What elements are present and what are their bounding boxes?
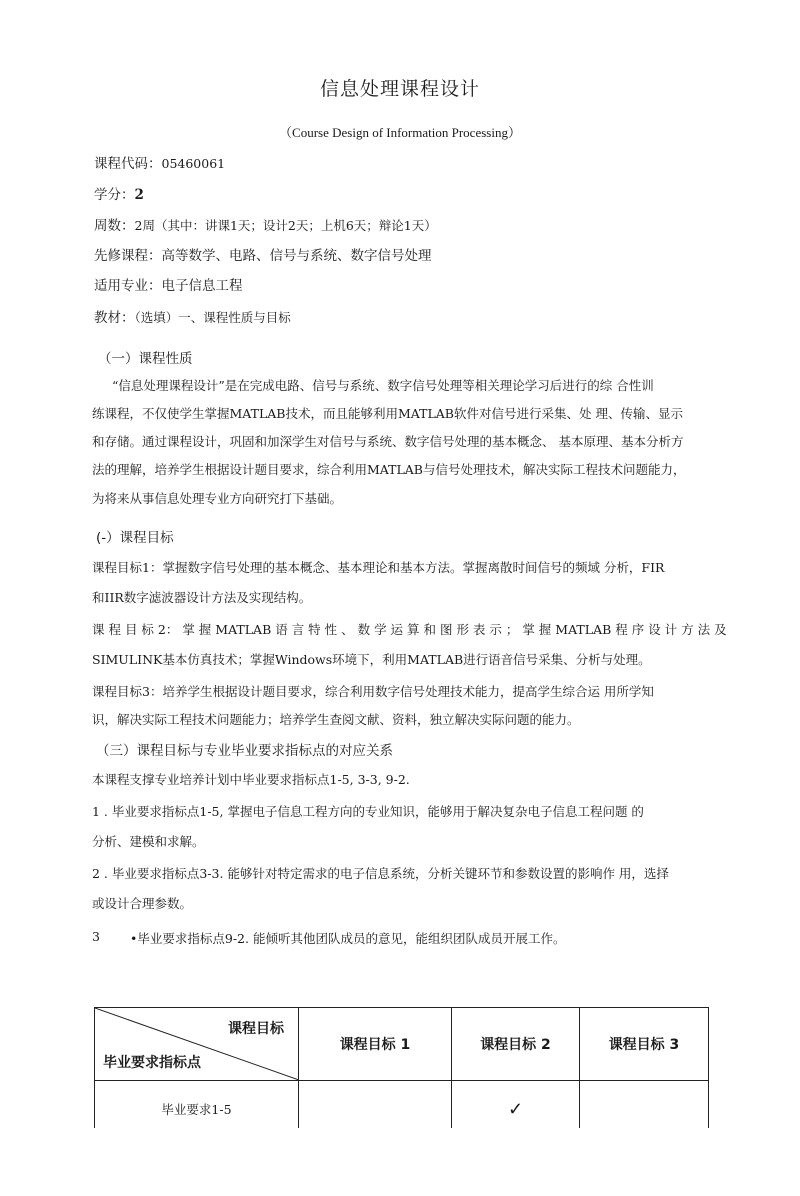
major-label: 适用专业： — [94, 278, 162, 294]
credit-label: 学分： — [94, 187, 135, 203]
cell-goal-2-check: ✓ — [452, 1081, 580, 1138]
paragraph-line: 法的理解，培养学生根据设计题目要求，综合利用MATLAB与信号处理技术，解决实际工程技术问题能力， — [92, 462, 686, 477]
table-corner-cell — [95, 1008, 299, 1081]
mapping-table — [94, 1007, 709, 1138]
requirement-item-3: •毕业要求指标点9-2. 能倾听其他团队成员的意见，能组织团队成员开展工作。 — [130, 931, 566, 946]
course-code-value: 05460061 — [161, 156, 226, 171]
paragraph-line: 和存储。通过课程设计，巩固和加深学生对信号与系统、数字信号处理的基本概念、 基本原理、基本分析方 — [92, 434, 684, 449]
major-value: 电子信息工程 — [161, 278, 243, 294]
page-subtitle: （Course Design of Information Processing） — [279, 125, 521, 140]
paragraph-line: “信息处理课程设计”是在完成电路、信号与系统、数字信号处理等相关理论学习后进行的综 合性训 — [112, 378, 654, 393]
weeks-label: 周数： — [94, 218, 135, 234]
prerequisite-value: 高等数学、电路、信号与系统、数字信号处理 — [161, 248, 432, 264]
textbook-label: 教材： — [94, 310, 135, 326]
corner-label-goals: 课程目标 — [228, 1021, 284, 1037]
paragraph-line: 练课程，不仅使学生掌握MATLAB技术，而且能够利用MATLAB软件对信号进行采集、处 理、传输、显示 — [92, 406, 683, 421]
prerequisite-label: 先修课程： — [94, 248, 162, 264]
goal2-line: 课 程 目 标 2： 掌 握 MATLAB 语 言 特 性 、 数 学 运 算 和 图 形 表 示 ； 掌 握 MATLAB 程 序 设 计 方 法 及 — [92, 622, 727, 637]
goal3-line: 课程目标3：培养学生根据设计题目要求，综合利用数字信号处理技术能力，提高学生综合运 用所学知 — [92, 684, 654, 699]
column-header-goal-1: 课程目标 1 — [299, 1008, 452, 1081]
paragraph-line: 为将来从事信息处理专业方向研究打下基础。 — [92, 491, 343, 506]
textbook-value: （选填）一、课程性质与目标 — [134, 310, 291, 325]
course-code-line — [94, 152, 225, 172]
row-label: 毕业要求1-5 — [95, 1081, 299, 1138]
requirement-item-1-cont: 分析、建模和求解。 — [92, 834, 205, 849]
credit-line — [94, 183, 144, 203]
textbook-line — [94, 306, 291, 326]
page-cutoff — [0, 1128, 800, 1196]
credit-value: 2 — [134, 187, 144, 203]
requirement-item-2: 2 . 毕业要求指标点3-3. 能够针对特定需求的电子信息系统，分析关键环节和参数设置的影响作 用，选择 — [92, 866, 669, 881]
requirement-item-2-cont: 或设计合理参数。 — [92, 896, 193, 911]
goal3-line: 识，解决实际工程技术问题能力；培养学生查阅文献、资料，独立解决实际问题的能力。 — [92, 712, 580, 727]
goal1-line: 和IIR数字滤波器设计方法及实现结构。 — [92, 590, 312, 605]
requirement-item-3-number: 3 — [92, 929, 100, 944]
corner-label-requirements: 毕业要求指标点 — [103, 1055, 201, 1071]
major-line — [94, 274, 243, 294]
requirement-item-1: 1 . 毕业要求指标点1-5, 掌握电子信息工程方向的专业知识，能够用于解决复杂电子信息工程问题 的 — [92, 804, 644, 819]
mapping-intro: 本课程支撑专业培养计划中毕业要求指标点1-5, 3-3, 9-2. — [92, 772, 410, 787]
weeks-line — [94, 214, 437, 234]
prerequisite-line — [94, 244, 432, 264]
page-title: 信息处理课程设计 — [319, 78, 480, 100]
section-heading-goals: (-）课程目标 — [96, 530, 174, 546]
column-header-goal-3: 课程目标 3 — [580, 1008, 709, 1081]
column-header-goal-2: 课程目标 2 — [452, 1008, 580, 1081]
weeks-value: 2周（其中：讲课1天；设计2天；上机6天；辩论1天） — [134, 218, 437, 233]
course-code-label: 课程代码： — [94, 156, 162, 172]
goal2-line: SIMULINK基本仿真技术；掌握Windows环境下，利用MATLAB进行语音信号采集、分析与处理。 — [92, 652, 651, 667]
goal1-line: 课程目标1：掌握数字信号处理的基本概念、基本理论和基本方法。掌握离散时间信号的频域 分析，FIR — [92, 560, 665, 575]
section-heading-nature: （一）课程性质 — [98, 351, 193, 367]
section-heading-mapping: （三）课程目标与专业毕业要求指标点的对应关系 — [96, 743, 393, 759]
